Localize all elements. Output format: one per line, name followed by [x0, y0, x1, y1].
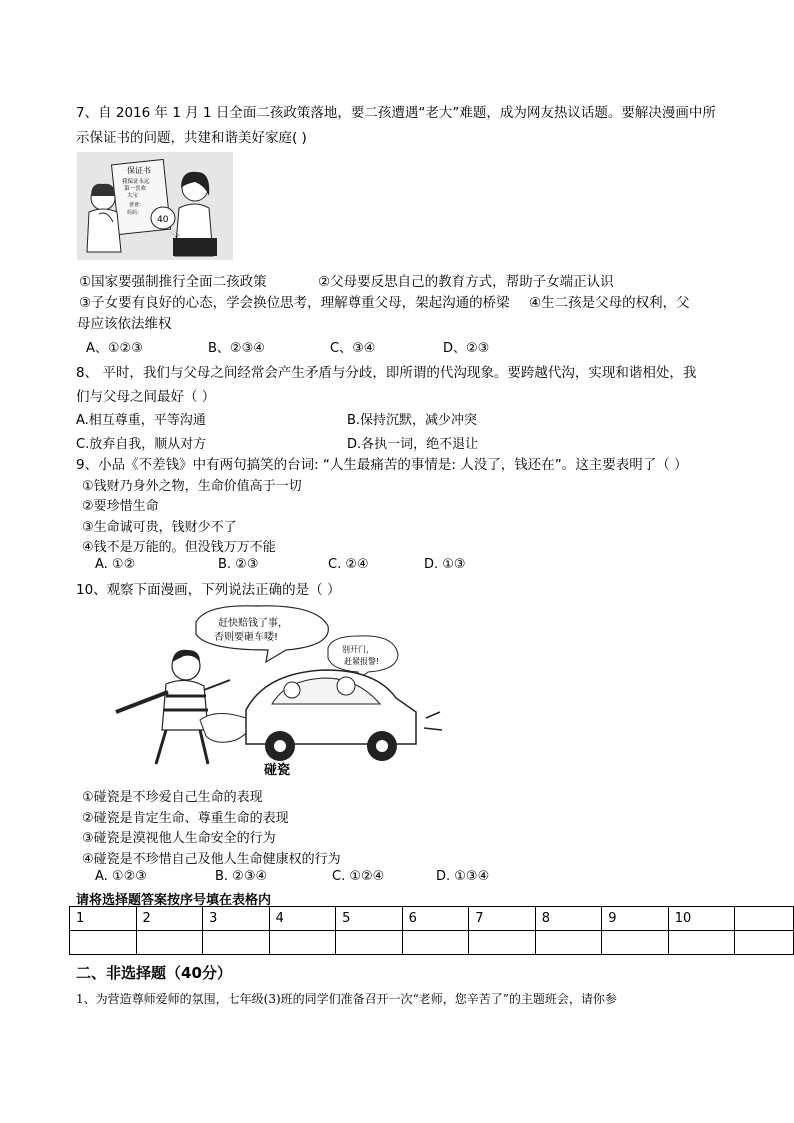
- answer-cell-input[interactable]: [668, 931, 735, 955]
- q8-choice-a: A.相互尊重，平等沟通: [76, 413, 206, 428]
- q9-item-1: ①钱财乃身外之物，生命价值高于一切: [82, 479, 302, 494]
- q8-choice-d: D.各执一词，绝不退让: [347, 437, 479, 452]
- section2-q1: 1、为营造尊师爱师的氛围，七年级(3)班的同学们准备召开一次“老师，您辛苦了”的主题班会，请你参: [76, 992, 617, 1006]
- q7-choice-b: B、②③④: [208, 341, 265, 356]
- q7-cartoon-paper-sign2: 妈妈：: [127, 210, 143, 216]
- q7-stem-line1: 7、自 2016 年 1 月 1 日全面二孩政策落地，要二孩遭遇“老大”难题，成为网友热议话题。要解决漫画中所: [76, 105, 716, 121]
- q9-choice-c: C. ②④: [328, 557, 369, 572]
- q10-item-4: ④碰瓷是不珍惜自己及他人生命健康权的行为: [82, 852, 341, 867]
- q9-item-3: ③生命诚可贵，钱财少不了: [82, 520, 237, 535]
- q10-item-3: ③碰瓷是漠视他人生命安全的行为: [82, 831, 276, 846]
- q8-choice-b: B.保持沉默，减少冲突: [347, 413, 478, 428]
- q10-choice-d: D. ①③④: [436, 869, 490, 884]
- answer-cell-input[interactable]: [203, 931, 270, 955]
- q7-cartoon-paper-sign1: 爸爸：: [129, 202, 145, 208]
- answer-cell-input[interactable]: [336, 931, 403, 955]
- answer-cell-input[interactable]: [269, 931, 336, 955]
- answer-cell-header: 6: [402, 907, 469, 931]
- answer-cell-input[interactable]: [70, 931, 137, 955]
- answer-cell-input[interactable]: [469, 931, 536, 955]
- q10-cartoon: [96, 600, 466, 778]
- answer-cell-input[interactable]: [735, 931, 794, 955]
- q9-choice-b: B. ②③: [218, 557, 259, 572]
- answer-cell-header: 2: [136, 907, 203, 931]
- q10-bubble1-line1: 赶快赔钱了事，: [218, 618, 288, 629]
- q7-choice-a: A、①②③: [86, 341, 143, 356]
- answer-cell-input[interactable]: [602, 931, 669, 955]
- q10-choice-b: B. ②③④: [215, 869, 268, 884]
- q9-item-2: ②要珍惜生命: [82, 499, 159, 514]
- q10-caption: 碰瓷: [264, 763, 291, 778]
- answer-cell-input[interactable]: [535, 931, 602, 955]
- q9-item-4: ④钱不是万能的。但没钱万万不能: [82, 540, 276, 555]
- q10-bubble1-line2: 否则要砸车喽!: [214, 632, 279, 643]
- q10-item-2: ②碰瓷是肯定生命、尊重生命的表现: [82, 811, 289, 826]
- q7-cartoon-drawing: [77, 152, 233, 260]
- answer-cell-header: 8: [535, 907, 602, 931]
- q7-cartoon-paper-l1: 我保证永远: [122, 179, 150, 185]
- q10-item-1: ①碰瓷是不珍爱自己生命的表现: [82, 790, 263, 805]
- q10-cartoon-drawing: [96, 600, 466, 778]
- q10-bubble2-line1: 别开门，: [342, 645, 374, 654]
- q10-choice-c: C. ①②④: [332, 869, 385, 884]
- answer-table-instruction: 请将选择题答案按序号填在表格内: [76, 893, 272, 908]
- answer-table-input-row: [70, 931, 794, 955]
- q7-choice-c: C、③④: [330, 341, 376, 356]
- q10-choice-a: A. ①②③: [95, 869, 147, 884]
- answer-cell-header: 4: [269, 907, 336, 931]
- q9-choice-a: A. ①②: [95, 557, 136, 572]
- answer-cell-header: 1: [70, 907, 137, 931]
- q7-item-4-cont: 母应该依法维权: [77, 316, 172, 332]
- answer-cell-input[interactable]: [136, 931, 203, 955]
- q8-stem-line2: 们与父母之间最好（ ）: [76, 389, 216, 405]
- q7-stem-line2: 示保证书的问题，共建和谐美好家庭( ): [76, 130, 307, 146]
- q7-item-1: ①国家要强制推行全面二孩政策: [79, 274, 267, 290]
- q7-cartoon-paper-l3: 大宝: [127, 193, 139, 199]
- q10-stem: 10、观察下面漫画，下列说法正确的是（ ）: [76, 582, 341, 598]
- q7-item-4: ④生二孩是父母的权利，父: [529, 295, 690, 311]
- q8-choice-c: C.放弃自我，顺从对方: [76, 437, 207, 452]
- answer-cell-header: 10: [668, 907, 735, 931]
- q7-cartoon: [77, 152, 233, 260]
- q9-stem: 9、小品《不差钱》中有两句搞笑的台词: “人生最痛苦的事情是: 人没了，钱还在”。这主要表明了（ ）: [76, 457, 688, 473]
- answer-cell-input[interactable]: [402, 931, 469, 955]
- answer-cell-header: [735, 907, 794, 931]
- q7-cartoon-tag: 二宝: [168, 229, 181, 241]
- answer-cell-header: 7: [469, 907, 536, 931]
- section2-title: 二、非选择题（40分）: [76, 964, 232, 982]
- q7-cartoon-paper-title: 保证书: [127, 166, 151, 175]
- q7-item-2: ②父母要反思自己的教育方式，帮助子女端正认识: [318, 274, 614, 290]
- svg-text:40: 40: [157, 215, 169, 225]
- answer-cell-header: 3: [203, 907, 270, 931]
- q7-choice-d: D、②③: [443, 341, 490, 356]
- q10-bubble2-line2: 赶紧报警!: [344, 657, 380, 666]
- q9-choice-d: D. ①③: [424, 557, 466, 572]
- answer-cell-header: 9: [602, 907, 669, 931]
- answer-cell-header: 5: [336, 907, 403, 931]
- q8-stem-line1: 8、 平时，我们与父母之间经常会产生矛盾与分歧，即所谓的代沟现象。要跨越代沟，实现和谐相处，我: [76, 365, 697, 381]
- answer-table: [69, 906, 794, 955]
- answer-table-header-row: [70, 907, 794, 931]
- q7-item-3: ③子女要有良好的心态，学会换位思考，理解尊重父母，架起沟通的桥梁: [79, 295, 510, 311]
- q7-cartoon-paper-l2: 第一喜欢: [124, 186, 147, 192]
